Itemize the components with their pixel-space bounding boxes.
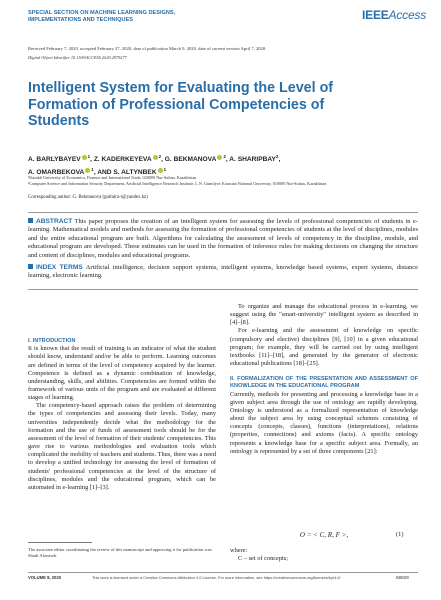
author-name: A. SHARIPBAY — [229, 156, 276, 164]
affiliations — [28, 175, 418, 186]
index-terms-label: INDEX TERMS — [36, 264, 83, 271]
corresponding-author: Corresponding author: G. Bekmanova (gulmira-r@yandex.kz) — [28, 195, 148, 200]
license-text[interactable]: This work is licensed under a Creative Commons Attribution 4.0 License. For more information, see https://creativecommons.org/licenses/by/4.0/ — [92, 575, 341, 580]
doi-line: Digital Object Identifier 10.1109/ACCESS.2020.2979277 — [28, 55, 127, 60]
author-affil-mark: 2 — [223, 154, 226, 159]
equation: O = < C, R, F >, — [299, 531, 349, 539]
author-line-2: A. OMARBEKOVA $^1$, AND S. ALTYNBEK $^1$ — [28, 166, 167, 176]
section-heading-formalization: II. FORMALIZATION OF THE PRESENTATION AND ASSESSMENT OF KNOWLEDGE IN THE EDUCATIONAL PROGRAM — [230, 376, 418, 390]
author-affil-mark: 1 — [163, 166, 167, 172]
right-column — [230, 303, 418, 456]
author-list — [28, 152, 398, 177]
paragraph: It is known that the result of training is an indicator of what the student should know, understand and/or be able to perform. Learning outcomes are defined in terms of the level of competency acquired by the learner. Competence is defined as a dynamic combination of knowledge, understanding, skills, and abilities. Competencies are formed within the framework of various units of the program and are evaluated at different stages of learning. — [28, 345, 216, 402]
footnote: The associate editor coordinating the review of this manuscript and approving it for publication was Shadi Alawneh. — [28, 547, 212, 559]
author-name: AND S. ALTYNBEK — [97, 168, 157, 176]
abstract — [28, 218, 418, 260]
special-section-label: SPECIAL SECTION ON MACHINE LEARNING DESIGNS, IMPLEMENTATIONS AND TECHNIQUES — [28, 10, 176, 23]
section-heading-introduction: I. INTRODUCTION — [28, 338, 76, 344]
paragraph: The competency-based approach raises the problem of determining the types of competencies and assessing their levels. Today, many universities independently decide what the methodology for the formation and the use of funds of assessment tools should be for the assessment of the level of formation of their students' competencies. This gave rise to various methodologies and evaluation tools which complicated the mobility of teachers and students. Thus, there was a need to develop a unified technology for assessing the level of formation of students' professional competencies at the level of the structure of disciplines, modules and the educational program, which can be automated in e-learning [1]–[3]. — [28, 402, 216, 491]
equation-definitions — [230, 547, 418, 563]
footnote-rule — [28, 542, 92, 543]
author-affil-mark: 1 — [91, 166, 94, 172]
author-name: A. OMARBEKOVA — [28, 168, 85, 176]
journal-logo — [362, 8, 426, 22]
affiliation-1: ¹Kazakh University of Economics, Finance and International Trade, 020000 Nur-Sultan, Kazakhstan — [28, 175, 197, 180]
author-name: Z. KADERKEYEVA — [93, 156, 152, 164]
definition-item: C – set of concepts; — [238, 555, 289, 563]
logo-main: IEEE — [362, 8, 389, 22]
volume-label: VOLUME 8, 2020 — [28, 575, 62, 580]
footer-divider — [28, 572, 418, 573]
equation-number: (1) — [396, 531, 404, 538]
orcid-icon[interactable] — [82, 155, 87, 160]
paragraph: Currently, methods for presenting and processing a knowledge base in a given subject area through the use of ontology are rapidly developing. Ontology is understood as a formalized representation of knowledge about the subject area by using conceptual schemes consisting of concepts (concepts, classes), functions (interpretations), relations (properties, connections) and axioms (facts). A specific ontology represents a knowledge base for a specific subject area. Formally, an ontology is represented by a set of three components [21]: — [230, 390, 418, 455]
orcid-icon[interactable] — [158, 168, 163, 173]
abstract-marker-icon — [28, 218, 33, 223]
index-terms — [28, 264, 418, 281]
orcid-icon[interactable] — [153, 155, 158, 160]
orcid-icon[interactable] — [85, 168, 90, 173]
author-affil-mark: 2 — [158, 154, 162, 159]
divider — [28, 212, 418, 213]
author-name: G. BEKMANOVA — [164, 156, 217, 164]
author-name: A. BARLYBAYEV — [28, 156, 81, 164]
author-affil-mark: 2 — [275, 154, 279, 159]
publication-dates: Received February 7, 2020, accepted February 27, 2020, date of publication March 9, 2020, date of current version April 7, 2020. — [28, 46, 267, 51]
paragraph: To organize and manage the educational process in e-learning, we suggest using the "smart-university" intelligent system as described in [4]–[8]. — [230, 303, 418, 327]
index-terms-marker-icon — [28, 264, 33, 269]
abstract-text: This paper proposes the creation of an intelligent system for assessing the levels of professional competencies of students in e-learning. Mathematical models and methods for assessing the formation of professional competencies of students at the level of disciplines, modules and the entire educational program are built. Algorithms for calculating the assessment of levels of competency in the discipline, module, and educational program are developed. These estimates can be used in the formation of inference rules for making decisions on changing the structure and content of disciplines, modules and educational programs. — [28, 218, 418, 259]
logo-italic: Access — [388, 8, 427, 22]
index-terms-text: Artificial intelligence, decision support systems, intelligent systems, knowledge based systems, expert systems, distance learning, electronic learning. — [28, 264, 418, 280]
where-label: where: — [230, 547, 248, 554]
paper-title: Intelligent System for Evaluating the Level of Formation of Professional Competencies of Students — [28, 80, 334, 130]
author-affil-mark: 1 — [87, 154, 91, 159]
affiliation-2: ²Computer Science and Information Security Department, Artificial Intelligence Research Institute, L.N. Gumilyov Eurasian National University, 010000 Nur-Sultan, Kazakhstan — [28, 180, 327, 186]
paragraph: For e-learning and the assessment of knowledge on specific (compulsory and elective) disciplines [9], [10] in a given educational program; for example, they will be carried out by using intelligent textbooks [11]–[18], and generated by the generator of electronic educational publications [18]–[25]. — [230, 327, 418, 368]
abstract-label: ABSTRACT — [36, 218, 73, 225]
author-line-1: A. BARLYBAYEV $^1$, Z. KADERKEYEVA $^2$, G. BEKMANOVA $^2$, A. SHARIPBAY$^2$, — [28, 154, 281, 164]
orcid-icon[interactable] — [217, 155, 222, 160]
page-number: 58829 — [396, 575, 409, 580]
left-column — [28, 338, 216, 492]
divider — [28, 289, 418, 290]
